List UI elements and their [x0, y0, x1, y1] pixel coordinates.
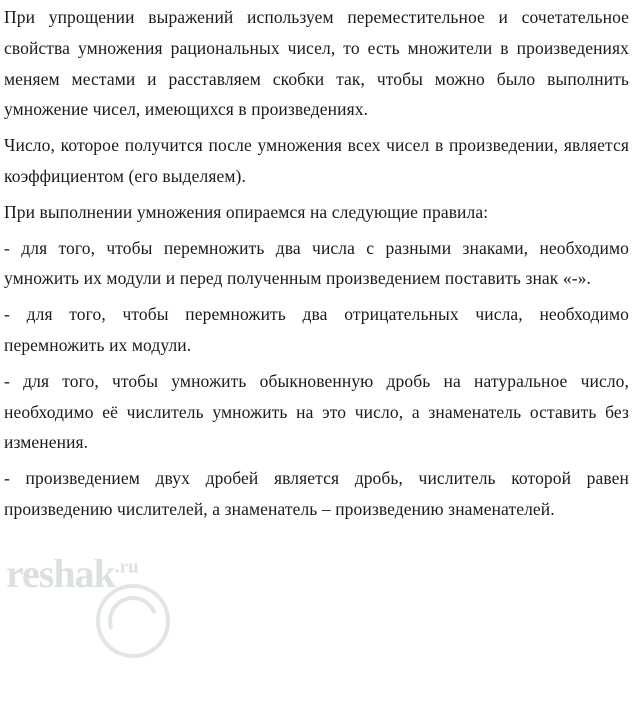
- rule-item-4: - произведением двух дробей является дробь, числитель которой равен произведению числителей, а знаменатель – произведению знаменателей.: [4, 468, 629, 519]
- rule-item-3: - для того, чтобы умножить обыкновенную дробь на натуральное число, необходимо её числитель умножить на это число, а знаменатель оставить без изменения.: [4, 370, 629, 453]
- watermark-circle-icon: [96, 584, 170, 658]
- watermark-text: [6, 550, 139, 597]
- rule-item-2: - для того, чтобы перемножить два отрицательных числа, необходимо перемножить их модули.: [4, 304, 629, 355]
- paragraph-1: При упрощении выражений используем переместительное и сочетательное свойства умножения рациональных чисел, то есть множители в произведениях меняем местами и расставляем скобки так, чтобы можно было выполнить умножение чисел, имеющихся в произведениях.: [4, 7, 629, 120]
- paragraph-2: Число, которое получится после умножения всех чисел в произведении, является коэффициентом (его выделяем).: [4, 135, 629, 186]
- watermark-suffix: .ru: [114, 556, 139, 578]
- rule-item-1: - для того, чтобы перемножить два числа с разными знаками, необходимо умножить их модули и перед полученным произведением поставить знак «-».: [4, 237, 629, 289]
- paragraph-3: При выполнении умножения опираемся на следующие правила:: [4, 201, 489, 222]
- watermark-name: reshak: [6, 551, 115, 596]
- watermark-arc-icon: [100, 588, 166, 654]
